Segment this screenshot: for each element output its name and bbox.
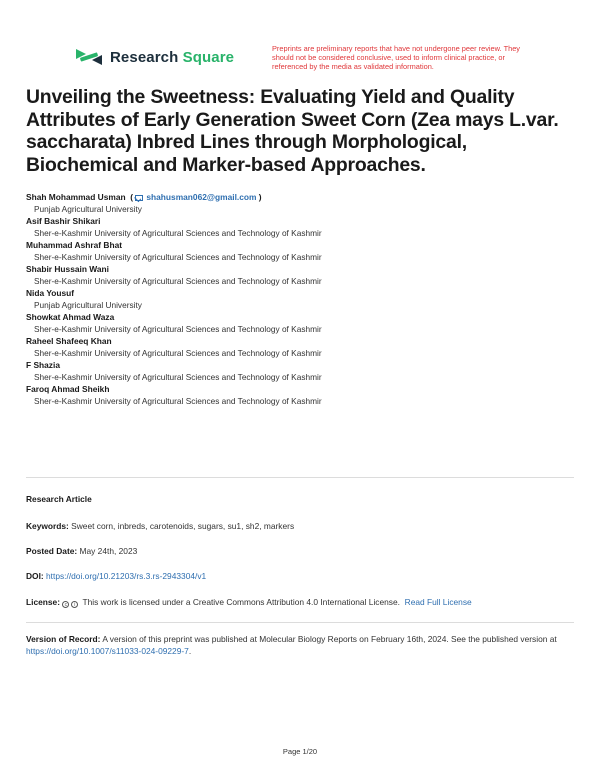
logo-word-research: Research: [110, 48, 179, 66]
author-affiliation: Punjab Agricultural University: [34, 204, 142, 214]
read-full-license-link[interactable]: Read Full License: [404, 597, 472, 607]
license-text: This work is licensed under a Creative Commons Attribution 4.0 International License.: [82, 597, 400, 607]
license-label: License:: [26, 597, 60, 607]
author-name: Shabir Hussain Wani: [26, 264, 109, 274]
author-name: Muhammad Ashraf Bhat: [26, 240, 123, 250]
author-email-link[interactable]: shahusman062@gmail.com: [146, 192, 257, 202]
article-type-text: Research Article: [26, 494, 92, 504]
author-affiliation: Sher-e-Kashmir University of Agricultural Sciences and Technology of Kashmir: [34, 396, 322, 406]
doi-link[interactable]: https://doi.org/10.21203/rs.3.rs-2943304/v1: [46, 571, 207, 581]
author-name: Nida Yousuf: [26, 288, 75, 298]
posted-date-label: Posted Date:: [26, 546, 78, 556]
doi-row: [26, 570, 586, 582]
logo-wordmark: [110, 49, 234, 66]
license-row: [26, 596, 586, 608]
author-affiliation: Sher-e-Kashmir University of Agricultural Sciences and Technology of Kashmir: [34, 276, 322, 286]
author-affiliation: Sher-e-Kashmir University of Agricultural Sciences and Technology of Kashmir: [34, 252, 322, 262]
envelope-icon: [135, 195, 143, 201]
keywords-value: Sweet corn, inbreds, carotenoids, sugars, su1, sh2, markers: [71, 521, 295, 531]
author-name: F Shazia: [26, 360, 60, 370]
page-number: Page 1/20: [282, 747, 318, 756]
logo-word-square: Square: [182, 48, 235, 66]
author-affiliation: Sher-e-Kashmir University of Agricultural Sciences and Technology of Kashmir: [34, 348, 322, 358]
attribution-icon: i: [71, 601, 78, 608]
author-affiliation: Sher-e-Kashmir University of Agricultural Sciences and Technology of Kashmir: [34, 228, 322, 238]
doi-label: DOI:: [26, 571, 44, 581]
research-square-logo-icon: [74, 46, 104, 68]
preprint-disclaimer: Preprints are preliminary reports that have not undergone peer review. They should not be considered conclusive, used to inform clinical practice, or referenced by the media as validated information.: [272, 44, 520, 71]
author-name: Faroq Ahmad Sheikh: [26, 384, 110, 394]
vor-text: A version of this preprint was published at Molecular Biology Reports on February 16th, 2024. See the published version at: [102, 634, 557, 644]
research-square-logo[interactable]: [74, 46, 234, 68]
vor-label: Version of Record:: [26, 634, 101, 644]
author-name: Asif Bashir Shikari: [26, 216, 101, 226]
author-name-corresponding: [26, 191, 586, 203]
article-type: [26, 493, 586, 505]
author-name: Showkat Ahmad Waza: [26, 312, 115, 322]
vor-period: .: [188, 646, 192, 656]
paper-title: Unveiling the Sweetness: Evaluating Yield and Quality Attributes of Early Generation Sweet Corn (Zea mays L.var. saccharata) Inbred Lines through Morphological, Biochemical and Marker-based Approaches.: [26, 86, 559, 176]
section-divider: [26, 477, 574, 478]
keywords-row: [26, 520, 586, 532]
version-of-record: [26, 633, 574, 657]
author-name-text: Shah Mohammad Usman: [26, 192, 126, 202]
author-list: [26, 191, 586, 407]
email-paren-close: ): [256, 192, 262, 202]
keywords-label: Keywords:: [26, 521, 69, 531]
creative-commons-icon: c: [62, 601, 69, 608]
author-name: Raheel Shafeeq Khan: [26, 336, 112, 346]
section-divider: [26, 622, 574, 623]
posted-date-value: May 24th, 2023: [79, 546, 138, 556]
author-affiliation: Punjab Agricultural University: [34, 300, 142, 310]
author-affiliation: Sher-e-Kashmir University of Agricultural Sciences and Technology of Kashmir: [34, 372, 322, 382]
author-affiliation: Sher-e-Kashmir University of Agricultural Sciences and Technology of Kashmir: [34, 324, 322, 334]
email-paren-open: (: [127, 192, 136, 202]
posted-date-row: [26, 545, 586, 557]
vor-link[interactable]: https://doi.org/10.1007/s11033-024-09229-7: [26, 646, 189, 656]
